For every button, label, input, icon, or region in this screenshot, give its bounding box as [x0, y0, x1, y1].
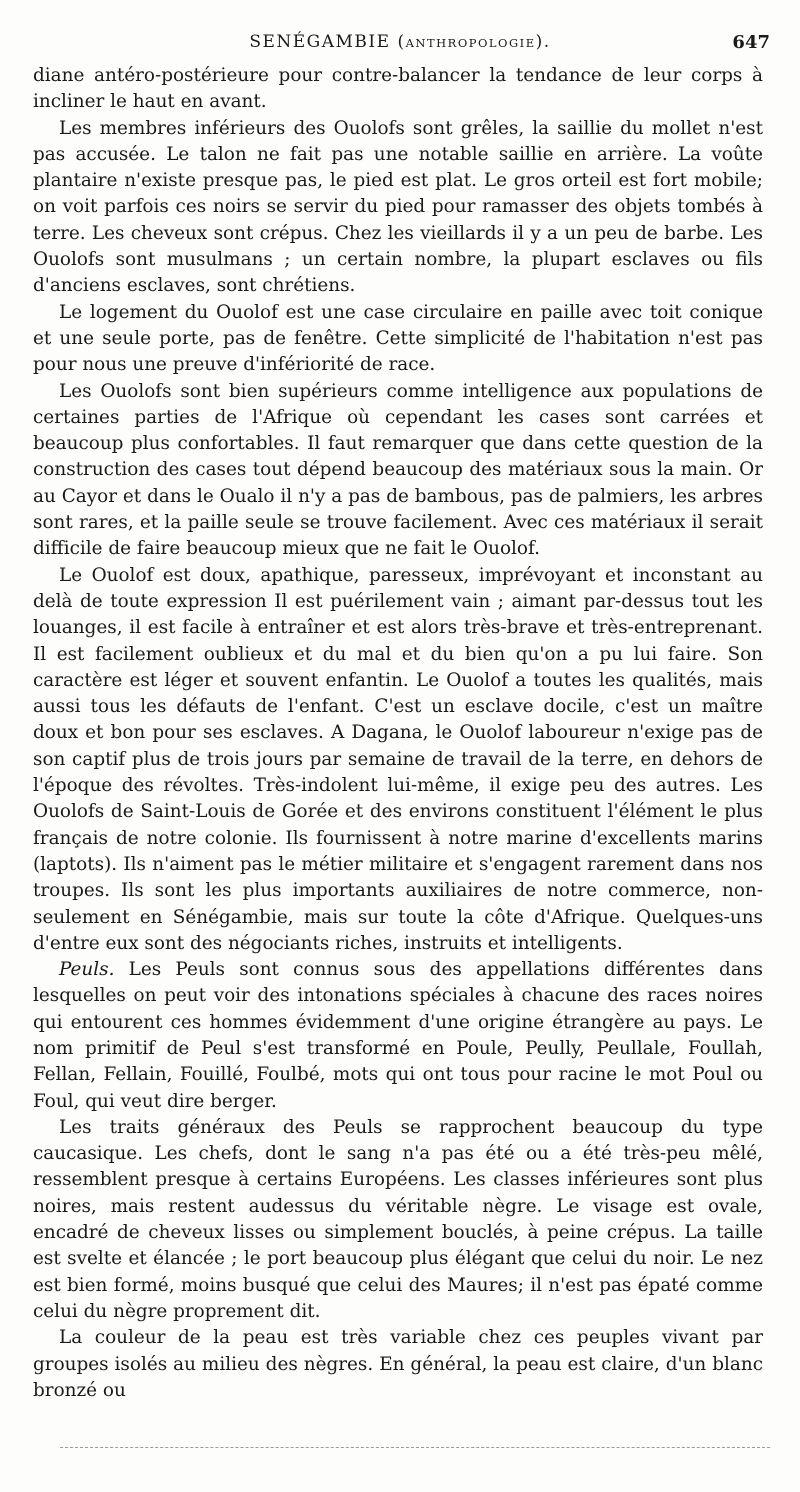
page-body — [33, 63, 763, 1404]
running-head-end: ). — [535, 32, 551, 52]
footer-rule — [60, 1447, 770, 1448]
paragraph: Les membres inférieurs des Ouolofs sont grêles, la saillie du mollet n'est pas accusée. Le talon ne fait pas une notable saillie en arrière. La voûte plantaire n'existe presque pas, le pied est plat. Le gros orteil est fort mobile; on voit parfois ces noirs se servir du pied pour ramasser des objets tombés à terre. Les cheveux sont crépus. Chez les vieillards il y a un peu de barbe. Les Ouolofs sont musulmans ; un certain nombre, la plupart esclaves ou fils d'anciens esclaves, sont chrétiens. — [33, 117, 763, 297]
section-keyword: Peuls. — [59, 959, 115, 981]
page-number: 647 — [732, 32, 770, 53]
page-header — [30, 32, 770, 58]
running-head-subtitle: ANTHROPOLOGIE — [405, 36, 536, 50]
paragraph: Les Ouolofs sont bien supérieurs comme intelligence aux populations de certaines parties de l'Afrique où cependant les cases sont carrées et beaucoup plus confortables. Il faut remarquer que dans cette question de la construction des cases tout dépend beaucoup des matériaux sous la main. Or au Cayor et dans le Oualo il n'y a pas de bambous, pas de palmiers, les arbres sont rares, et la paille seule se trouve facilement. Avec ces matériaux il serait difficile de faire beaucoup mieux que ne fait le Ouolof. — [33, 380, 763, 560]
paragraph: Le Ouolof est doux, apathique, paresseux, imprévoyant et inconstant au delà de toute expression Il est puérilement vain ; aimant par-dessus tout les louanges, il est facile à entraîner et est alors très-brave et très-entreprenant. Il est facilement oublieux et du mal et du bien qu'on a pu lui faire. Son caractère est léger et souvent enfantin. Le Ouolof a toutes les qualités, mais aussi tous les défauts de l'enfant. C'est un esclave docile, c'est un maître doux et bon pour ses esclaves. A Dagana, le Ouolof laboureur n'exige pas de son captif plus de trois jours par semaine de travail de la terre, en dehors de l'époque des révoltes. Très-indolent lui-même, il exige peu des autres. Les Ouolofs de Saint-Louis de Gorée et des environs constituent l'élément le plus français de notre colonie. Ils fournissent à notre marine d'excellents marins (laptots). Ils n'aiment pas le métier militaire et s'engagent rarement dans nos troupes. Ils sont les plus importants auxiliaires de notre commerce, non-seulement en Sénégambie, mais sur toute la côte d'Afrique. Quelques-uns d'entre eux sont des négociants riches, instruits et intelligents. — [33, 564, 763, 954]
paragraph-text: Les Peuls sont connus sous des appellations différentes dans lesquelles on peut voir des intonations spéciales à chacune des races noires qui entourent ces hommes évidemment d'une origine étrangère au pays. Le nom primitif de Peul s'est transformé en Poule, Peully, Peullale, Foullah, Fellan, Fellain, Fouillé, Foulbé, mots qui ont tous pour racine le mot Poul ou Foul, qui veut dire berger. — [33, 959, 763, 1112]
paragraph: La couleur de la peau est très variable chez ces peuples vivant par groupes isolés au milieu des nègres. En général, la peau est claire, d'un blanc bronzé ou — [33, 1327, 763, 1401]
running-head-title: SENÉGAMBIE ( — [249, 32, 406, 52]
paragraph — [33, 957, 763, 1115]
paragraph: diane antéro-postérieure pour contre-balancer la tendance de leur corps à incliner le haut en avant. — [33, 65, 763, 113]
paragraph: Le logement du Ouolof est une case circulaire en paille avec toit conique et une seule porte, pas de fenêtre. Cette simplicité de l'habitation n'est pas pour nous une preuve d'infériorité de race. — [33, 301, 763, 376]
running-head — [30, 32, 770, 52]
paragraph: Les traits généraux des Peuls se rapprochent beaucoup du type caucasique. Les chefs, dont le sang n'a pas été ou a été très-peu mêlé, ressemblent presque à certains Européens. Les classes inférieures sont plus noires, mais restent audessus du véritable nègre. Le visage est ovale, encadré de cheveux lisses ou simplement bouclés, à peine crépus. La taille est svelte et élancée ; le port beaucoup plus élégant que celui du noir. Le nez est bien formé, moins busqué que celui des Maures; il n'est pas épaté comme celui du nègre proprement dit. — [33, 1116, 763, 1322]
